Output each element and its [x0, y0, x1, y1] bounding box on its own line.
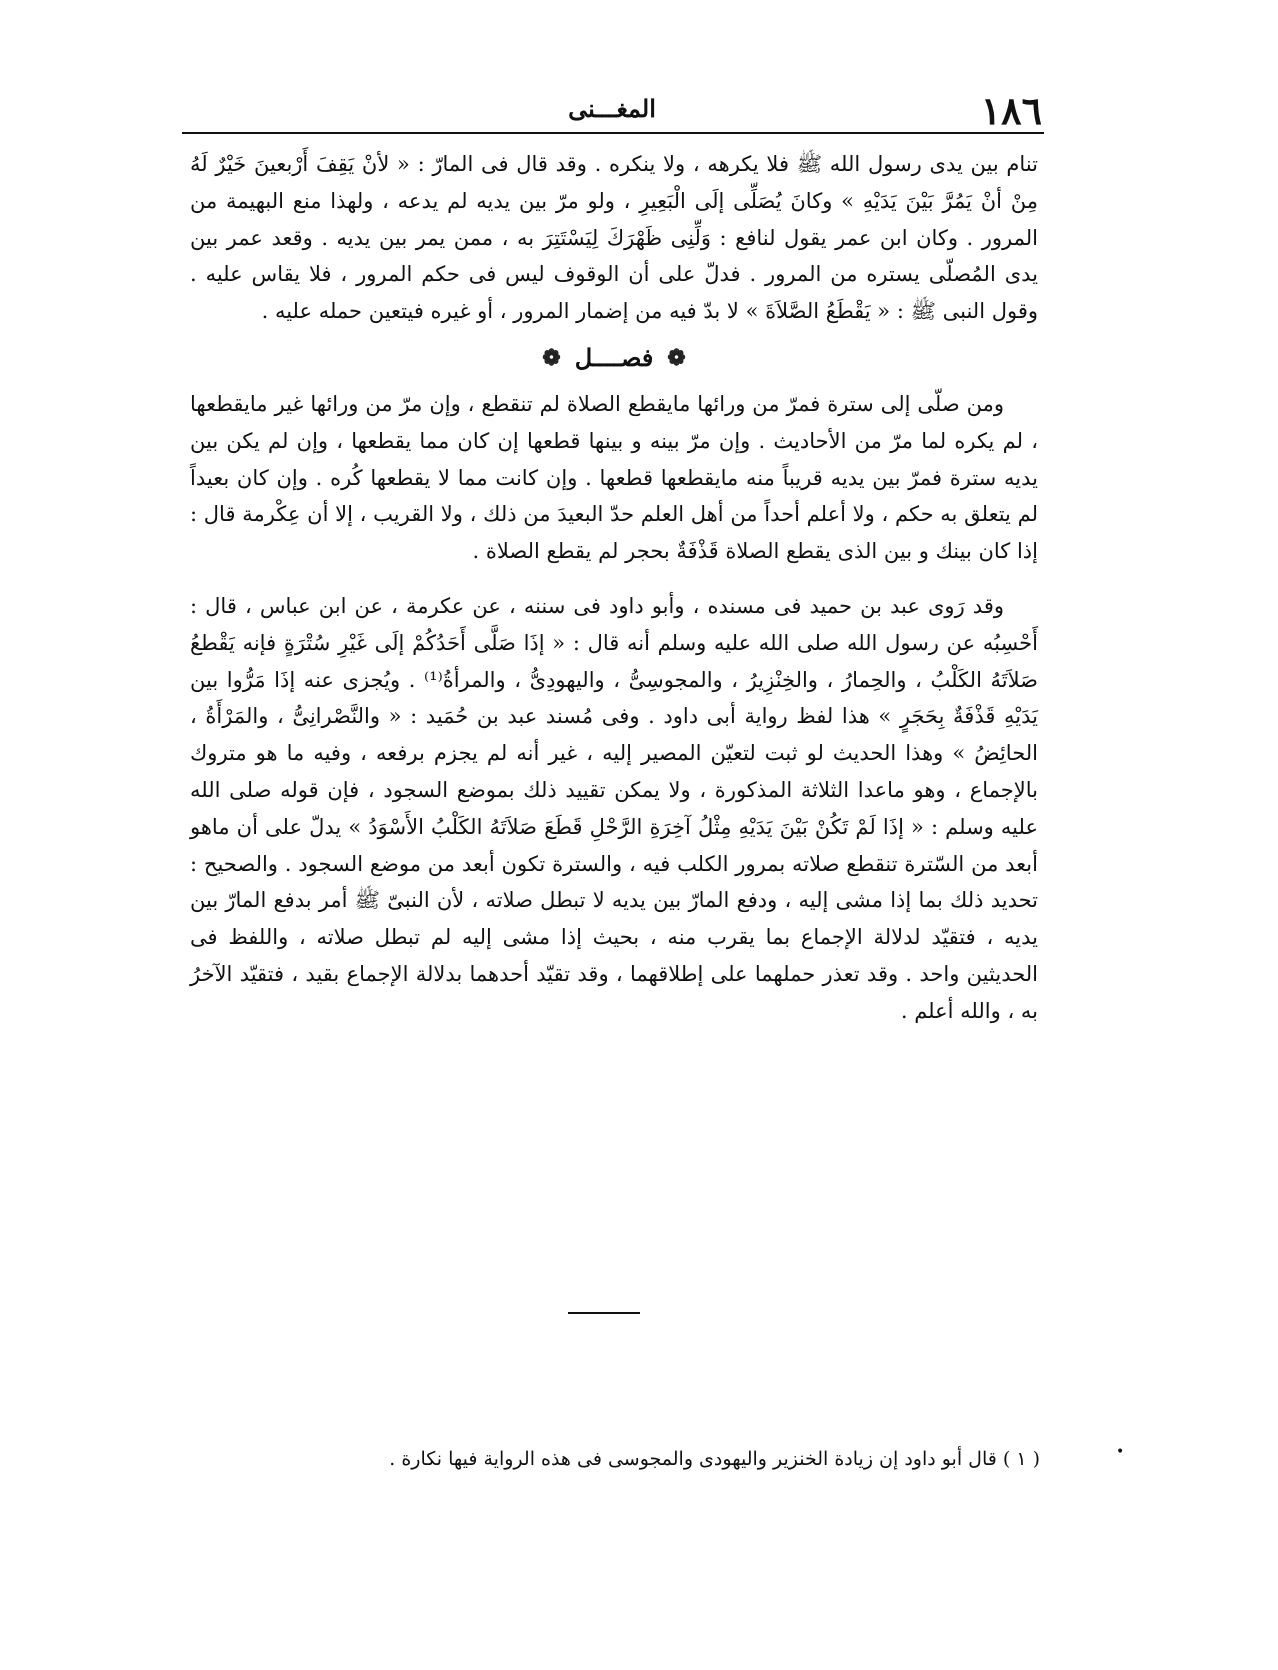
page-header — [182, 88, 1042, 132]
section-heading-label: فصــــل — [574, 342, 654, 372]
header-rule — [182, 132, 1044, 134]
ornament-icon: ❁ — [667, 344, 686, 371]
paragraph-3: وقد رَوى عبد بن حميد فى مسنده ، وأبو داود فى سننه ، عن عكرمة ، عن ابن عباس ، قال : أَحْسِبُه عن رسول الله صلى الله عليه وسلم أنه قال : « إذَا صَلَّى أَحَدُكُمْ إلَى غَيْرِ سُتْرَةٍ فإنه يَقْطعُ صَلاَتَهُ الكَلْبُ ، والحِمارُ ، والخِنْزِيرُ ، والمجوسِىُّ ، واليهودِىُّ ، والمرأةُ⁽¹⁾ . ويُجزى عنه إذَا مَرُّوا بين يَدَيْهِ قَذْفَةٌ بِحَجَرٍ » هذا لفظ رواية أبى داود . وفى مُسند عبد بن حُمَيد : « والنَّصْرانِىُّ ، والمَرْأَةُ ، الحائِضُ » وهذا الحديث لو ثبت لتعيّن المصير إليه ، غير أنه لم يجزم برفعه ، وفيه ما هو متروك بالإجماع ، وهو ماعدا الثلاثة المذكورة ، ولا يمكن تقييد ذلك بموضع السجود ، فإن قوله صلى الله عليه وسلم : « إذَا لَمْ تَكُنْ بَيْنَ يَدَيْهِ مِثْلُ آخِرَةِ الرَّحْلِ قَطَعَ صَلاَتَهُ الكَلْبُ الأَسْوَدُ » يدلّ على أن ماهو أبعد من السّترة تنقطع صلاته بمرور الكلب فيه ، والسترة تكون أبعد من موضع السجود . والصحيح : تحديد ذلك بما إذا مشى إليه ، ودفع المارّ بين يديه لا تبطل صلاته ، لأن النبىّ ﷺ أمر بدفع المارّ بين يديه ، فتقيّد لدلالة الإجماع بما يقرب منه ، بحيث إذا مشى إليه لم تبطل صلاته ، واللفظ فى الحديثين واحد . وقد تعذر حملهما على إطلاقهما ، وقد تقيّد أحدهما بدلالة الإجماع بقيد ، فتقيّد الآخرُ به ، والله أعلم . — [190, 593, 1039, 1023]
paragraph-2: ومن صلّى إلى سترة فمرّ من ورائها مايقطع الصلاة لم تنقطع ، وإن مرّ من ورائها غير مايقطعها ، لم يكره لما مرّ من الأحاديث . وإن مرّ بينه و بينها قطعها إن كان مما يقطعها ، وإن لم يكن بين يديه سترة فمرّ بين يديه قريباً منه مايقطعها قطعها . وإن كانت مما لا يقطعها كُره . وإن كان بعيداً لم يتعلق به حكم ، ولا أعلم أحداً من أهل العلم حدّ البعيدَ من ذلك ، ولا القريب ، إلا أن عِكْرمة قال : إذا كان بينك و بين الذى يقطع الصلاة قَذْفَةٌ بحجر لم يقطع الصلاة . — [190, 391, 1038, 564]
paragraph-1: تنام بين يدى رسول الله ﷺ فلا يكرهه ، ولا ينكره . وقد قال فى المارّ : « لأنْ يَقِفَ أَرْبعينَ خَيْرٌ لَهُ مِنْ أنْ يَمُرَّ بَيْنَ يَدَيْهِ » وكانَ يُصَلِّى إلَى الْبَعِيرِ ، ولو مرّ بين يديه لم يدعه ، ولهذا منع البهيمة من المرور . وكان ابن عمر يقول لنافع : وَلِّنِى ظَهْرَكَ لِيَسْتَتِرَ به ، ممن يمر بين يديه . وقعد عمر بين يدى المُصلّى يستره من المرور . فدلّ على أن الوقوف ليس فى حكم المرور ، فلا يقاس عليه . وقول النبى ﷺ : « يَقْطَعُ الصَّلاَةَ » لا بدّ فيه من إضمار المرور ، أو غيره فيتعين حمله عليه . — [190, 152, 1038, 324]
main-text — [190, 146, 1038, 1030]
footnote: ( ١ ) قال أبو داود إن زيادة الخنزير واليهودى والمجوسى فى هذه الرواية فيها نكارة . — [389, 1448, 1040, 1470]
section-end-rule — [568, 1312, 640, 1314]
running-title: المغـــنى — [568, 94, 656, 123]
stray-mark: • — [1116, 1444, 1125, 1460]
paragraph-spacer — [190, 570, 1038, 588]
section-heading — [190, 330, 1038, 386]
page-number: ١٨٦ — [980, 88, 1042, 133]
ornament-icon: ❁ — [542, 344, 561, 371]
